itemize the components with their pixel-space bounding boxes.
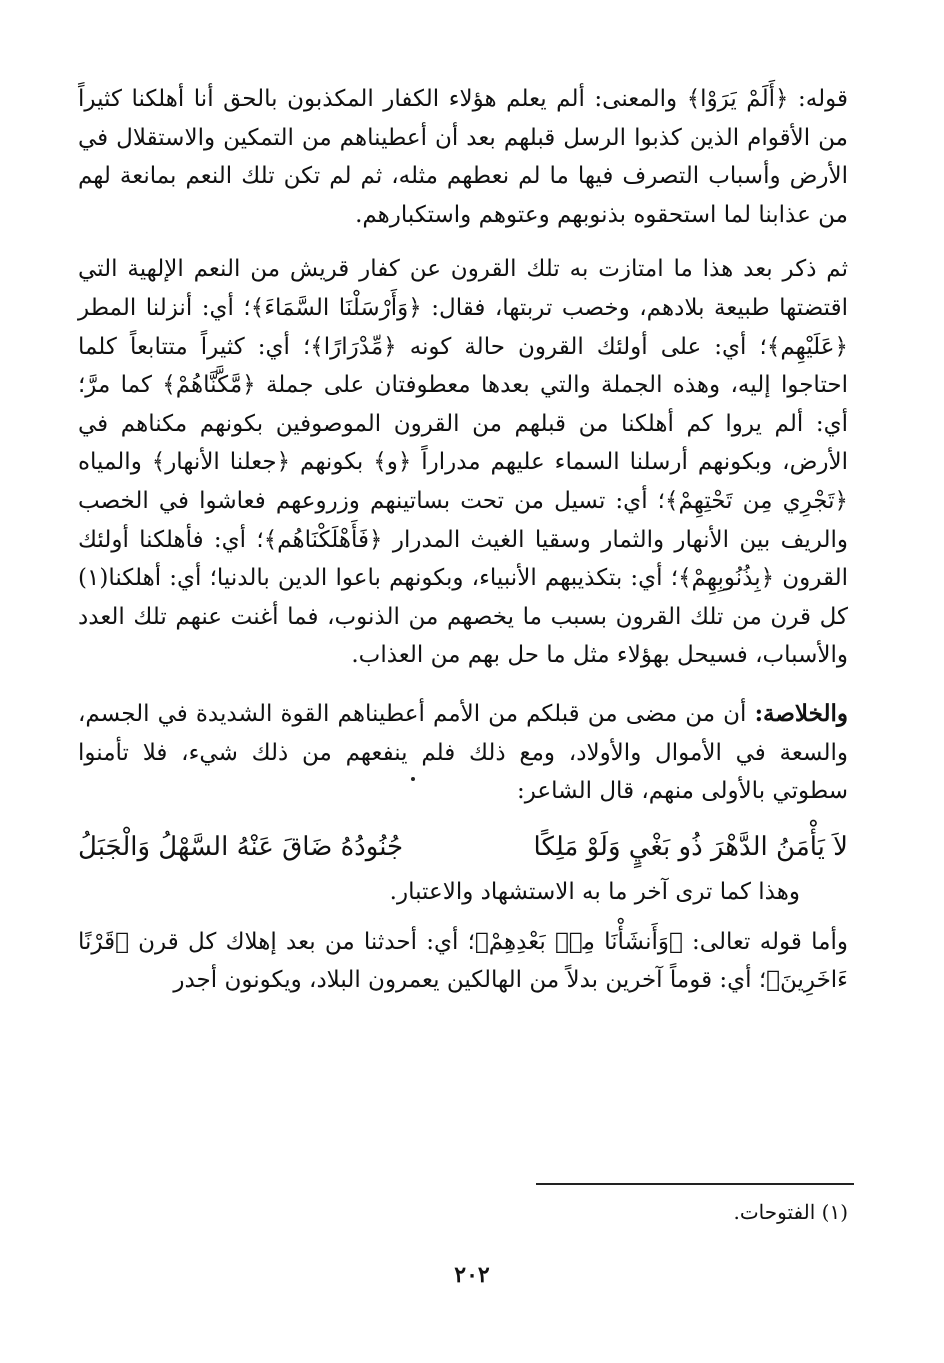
poetry-verse [78,827,848,867]
page-body [78,80,848,1000]
page-number: ٢٠٢ [454,1262,490,1288]
verse-second-half: جُنُودُهُ ضَاقَ عَنْهُ السَّهْلُ وَالْجَبَلُ [78,831,404,862]
paragraph-summary [78,695,848,811]
verse-first-half: لاَ يَأْمَنُ الدَّهْرَ ذُو بَغْيٍ وَلَوْ مَلِكًا [533,831,848,862]
paragraph-1: قوله: ﴿أَلَمْ يَرَوْا﴾ والمعنى: ألم يعلم هؤلاء الكفار المكذبون بالحق أنا أهلكنا كثيراً من الأقوام الذين كذبوا الرسل قبلهم بعد أن أعطيناهم من التمكين والاستقلال في الأرض وأسباب التصرف فيها ما لم نعطهم مثله، ثم لم تكن تلك النعم بمانعة لهم من عذابنا لما استحقوه بذنوبهم وعتوهم واستكبارهم. [78,86,848,228]
stray-dot [411,777,415,781]
paragraph-last: وأما قوله تعالى: ﴿وَأَنشَأْنَا مِنۢ بَعْدِهِمْ﴾؛ أي: أحدثنا من بعد إهلاك كل قرن ﴿قَرْنًا ءَاخَرِينَ﴾؛ أي: قوماً آخرين بدلاً من الهالكين يعمرون البلاد، ويكونون أجدر [78,928,848,994]
summary-text: أن من مضى من قبلكم من الأمم أعطيناهم القوة الشديدة في الجسم، والسعة في الأموال والأولاد، ومع ذلك فلم ينفعهم من ذلك شيء، فلا تأمنوا سطوتي بالأولى منهم، قال الشاعر: [78,700,848,805]
footnote: (١) الفتوحات. [733,1200,848,1224]
after-verse-text: وهذا كما ترى آخر ما به الاستشهاد والاعتبار. [389,878,800,905]
paragraph-2: ثم ذكر بعد هذا ما امتازت به تلك القرون عن كفار قريش من النعم الإلهية التي اقتضتها طبيعة بلادهم، وخصب تربتها، فقال: ﴿وَأَرْسَلْنَا السَّمَاءَ﴾؛ أي: أنزلنا المطر ﴿عَلَيْهِم﴾؛ أي: على أولئك القرون حالة كونه ﴿مِّدْرَارًا﴾؛ أي: كثيراً متتابعاً كلما احتاجوا إليه، وهذه الجملة والتي بعدها معطوفتان على جملة ﴿مَّكَّنَّاهُمْ﴾ كما مرَّ؛ أي: ألم يروا كم أهلكنا من قبلهم من القرون الموصوفين بكونهم مكناهم في الأرض، وبكونهم أرسلنا السماء عليهم مدراراً ﴿و﴾ بكونهم ﴿جعلنا الأنهار﴾ والمياه ﴿تَجْرِي مِن تَحْتِهِمْ﴾؛ أي: تسيل من تحت بساتينهم وزروعهم فعاشوا في الخصب والريف بين الأنهار والثمار وسقيا الغيث المدرار ﴿فَأَهْلَكْنَاهُم﴾؛ أي: فأهلكنا أولئك القرون ﴿بِذُنُوبِهِمْ﴾؛ أي: بتكذيبهم الأنبياء، وبكونهم باعوا الدين بالدنيا؛ أي: أهلكنا(١) كل قرن من تلك القرون بسبب ما يخصهم من الذنوب، فما أغنت عنهم تلك العدد والأسباب، فسيحل بهؤلاء مثل ما حل بهم من العذاب. [78,256,848,669]
summary-lead: والخلاصة: [754,699,848,727]
footnote-divider [536,1183,854,1185]
